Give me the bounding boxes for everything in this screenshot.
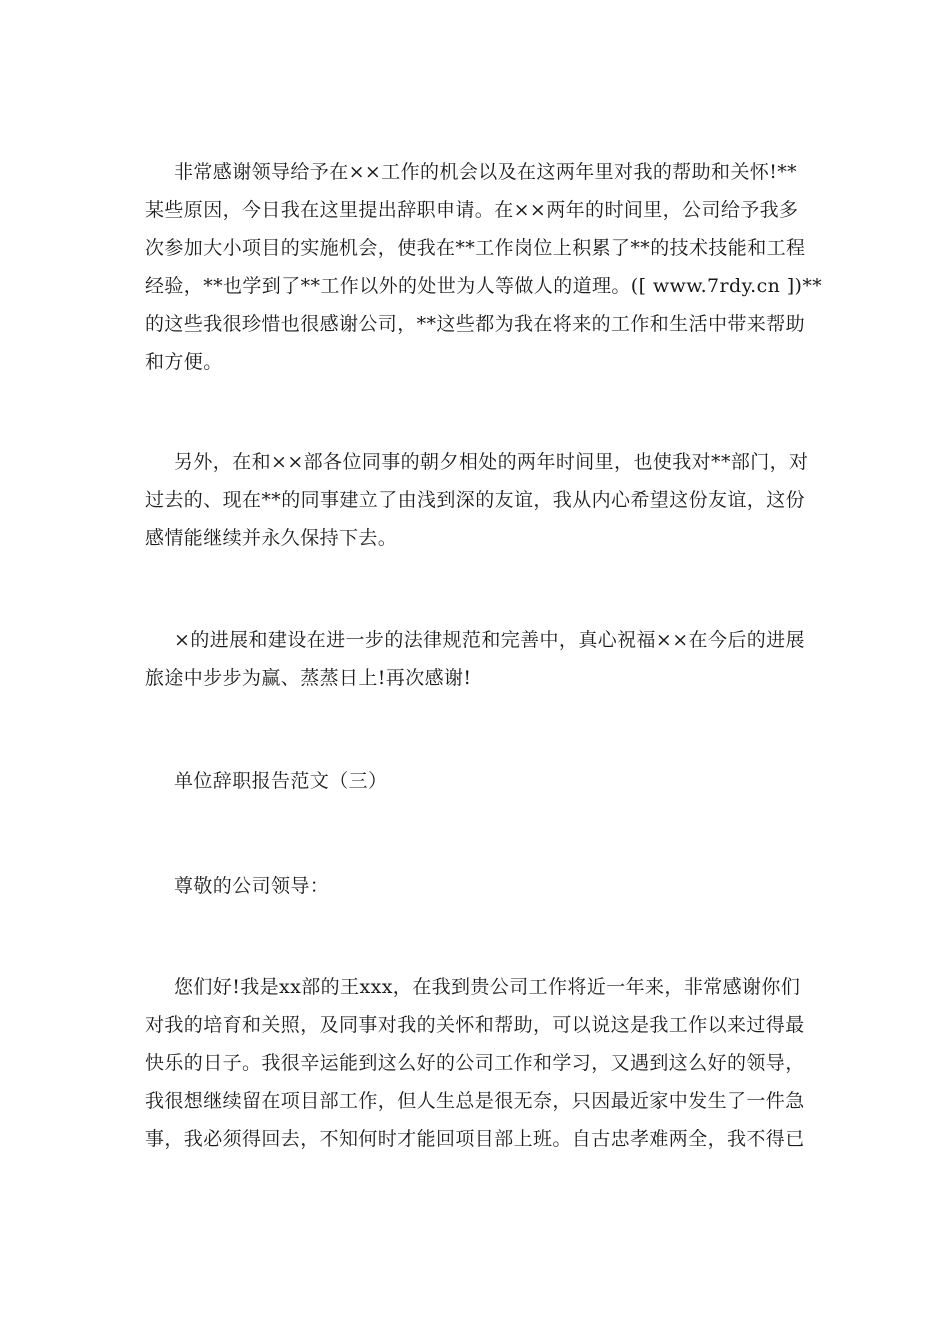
paragraph-1-line-1: 非常感谢领导给予在××工作的机会以及在这两年里对我的帮助和关怀!** [174, 161, 798, 183]
paragraph-6-line-3: 快乐的日子。我很辛运能到这么好的公司工作和学习，又遇到这么好的领导， [145, 1052, 805, 1074]
salutation: 尊敬的公司领导： [174, 875, 330, 897]
paragraph-2-line-3: 感情能继续并永久保持下去。 [145, 527, 398, 549]
paragraph-1-line-4: 经验，**也学到了**工作以外的处世为人等做人的道理。([ www.7rdy.cn ])** [145, 275, 823, 297]
paragraph-1-line-5: 的这些我很珍惜也很感谢公司，**这些都为我在将来的工作和生活中带来帮助 [145, 313, 806, 335]
paragraph-1-line-2: 某些原因，今日我在这里提出辞职申请。在××两年的时间里，公司给予我多 [145, 199, 799, 221]
paragraph-2-line-2: 过去的、现在**的同事建立了由浅到深的友谊，我从内心希望这份友谊，这份 [145, 489, 806, 511]
paragraph-6-line-2: 对我的培育和关照，及同事对我的关怀和帮助，可以说这是我工作以来过得最 [145, 1014, 805, 1036]
paragraph-6-line-4: 我很想继续留在项目部工作，但人生总是很无奈，只因最近家中发生了一件急 [145, 1090, 805, 1112]
paragraph-1-line-3: 次参加大小项目的实施机会，使我在**工作岗位上积累了**的技术技能和工程 [145, 237, 806, 259]
paragraph-6-line-5: 事，我必须得回去，不知何时才能回项目部上班。自古忠孝难两全，我不得已 [145, 1128, 805, 1150]
paragraph-2-line-1: 另外，在和××部各位同事的朝夕相处的两年时间里，也使我对**部门，对 [174, 451, 809, 473]
paragraph-6-line-1: 您们好!我是xx部的王xxx，在我到贵公司工作将近一年来，非常感谢你们 [174, 976, 801, 998]
paragraph-1-line-6: 和方便。 [145, 351, 223, 373]
paragraph-3-line-2: 旅途中步步为赢、蒸蒸日上!再次感谢! [145, 667, 472, 689]
section-heading: 单位辞职报告范文（三） [174, 770, 388, 792]
paragraph-3-line-1: ×的进展和建设在进一步的法律规范和完善中，真心祝福××在今后的进展 [174, 629, 805, 651]
